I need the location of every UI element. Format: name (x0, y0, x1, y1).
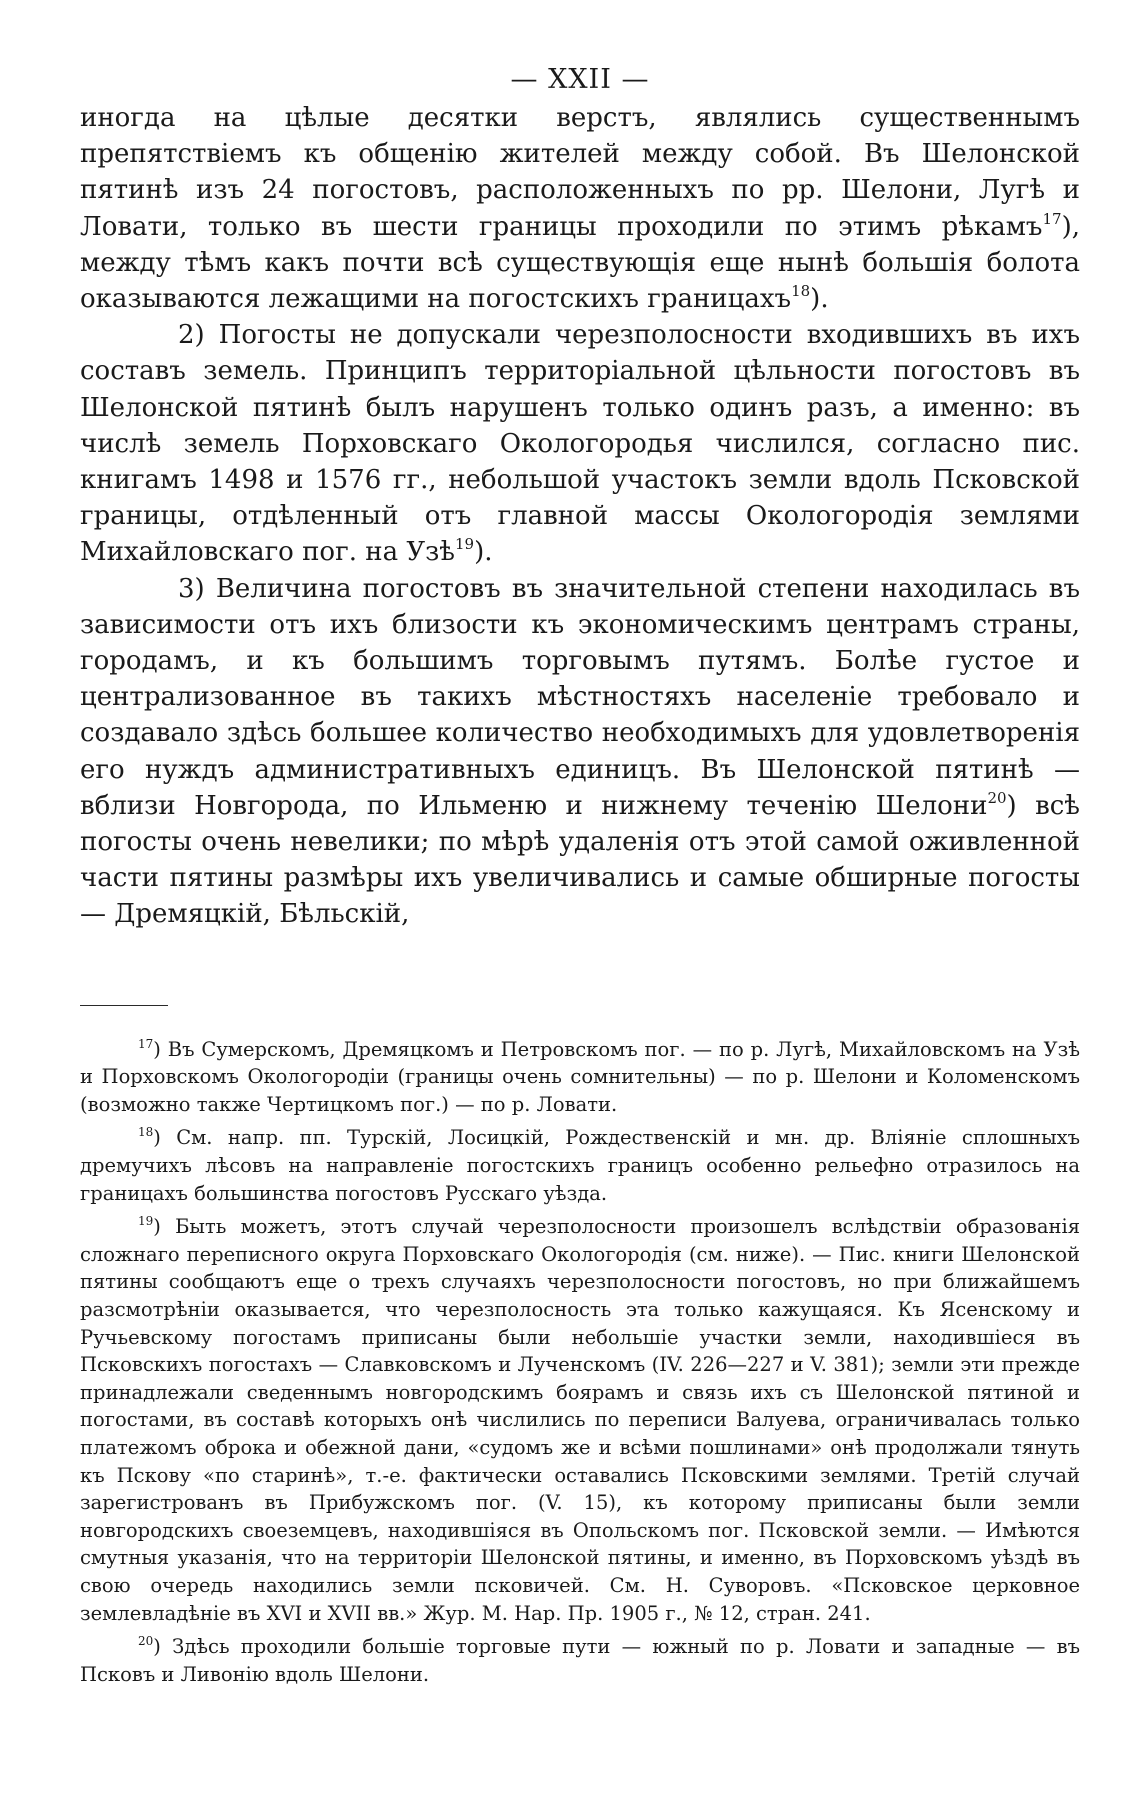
footnotes (80, 1036, 1080, 1689)
paragraph-2-text-b: ). (474, 537, 493, 568)
main-text (80, 100, 1080, 933)
paragraph-3-text-b: ) всѣ погосты очень невелики; по мѣрѣ удаленія отъ этой самой оживленной части пятины размѣры ихъ увеличивались и самые обширные погосты — Дремяцкій, Бѣльскій, (80, 790, 1080, 930)
footnote-ref-18: 18 (791, 282, 811, 301)
footnote-text: ) Быть можетъ, этотъ случай черезполосности произошелъ вслѣдствіи образованія сложнаго переписного округа Порховскаго Окологородія (см. ниже). — Пис. книги Шелонской пятины сообщаютъ еще о трехъ случаяхъ черезполосности погостовъ, но при ближайшемъ разсмотрѣніи оказывается, что черезполосность эта только кажущаяся. Къ Ясенскому и Ручьевскому погостамъ приписаны были небольшіе участки земли, находившіеся въ Псковскихъ погостахъ — Славковскомъ и Лученскомъ (IV. 226—227 и V. 381); земли эти прежде принадлежали сведеннымъ новгородскимъ боярамъ и связь ихъ съ Шелонской пятиной и погостами, въ составѣ которыхъ онѣ числились по переписи Валуева, ограничивалась только платежомъ оброка и обежной дани, «судомъ же и всѣми пошлинами» онѣ продолжали тянуть къ Пскову «по старинѣ», т.-е. фактически оставались Псковскими землями. Третій случай зарегистрованъ въ Прибужскомъ пог. (V. 15), къ которому приписаны были земли новгородскихъ своеземцевъ, находившіяся въ Опольскомъ пог. Псковской земли. — Имѣются смутныя указанія, что на территоріи Шелонской пятины, и именно, въ Порховскомъ уѣздѣ въ свою очередь находились земли псковичей. См. Н. Суворовъ. «Псковское церковное землевладѣніе въ XVI и XVII вв.» Жур. М. Нар. Пр. 1905 г., № 12, стран. 241. (80, 1215, 1080, 1625)
paragraph-1 (80, 100, 1080, 317)
footnote-marker: 19 (138, 1214, 154, 1229)
footnote-marker: 20 (138, 1634, 154, 1649)
footnote-ref-19: 19 (454, 535, 475, 554)
paragraph-2 (80, 317, 1080, 570)
footnote-ref-17: 17 (1042, 209, 1062, 228)
footnote-text: ) Въ Сумерскомъ, Дремяцкомъ и Петровскомъ пог. — по р. Лугѣ, Михайловскомъ на Узѣ и Порховскомъ Окологородіи (границы очень сомнительны) — по р. Шелони и Коломенскомъ (возможно также Чертицкомъ пог.) — по р. Ловати. (80, 1037, 1080, 1116)
footnote-separator (80, 1005, 168, 1006)
footnote-text: ) См. напр. пп. Турскій, Лосицкій, Рождественскій и мн. др. Вліяніе сплошныхъ дремучихъ лѣсовъ на направленіе погостскихъ границъ особенно рельефно отразилось на границахъ большинства погостовъ Русскаго уѣзда. (80, 1126, 1080, 1205)
footnote-ref-20: 20 (987, 788, 1007, 807)
footnote-18 (80, 1124, 1080, 1207)
page-number: — XXII — (510, 64, 650, 95)
footnote-text: ) Здѣсь проходили большіе торговые пути — южный по р. Ловати и западные — въ Псковъ и Ливонію вдоль Шелони. (80, 1635, 1080, 1686)
paragraph-2-text-a: 2) Погосты не допускали черезполосности входившихъ въ ихъ составъ земель. Принципъ территоріальной цѣльности погостовъ въ Шелонской пятинѣ былъ нарушенъ только одинъ разъ, а именно: въ числѣ земель Порховскаго Окологородья числился, согласно пис. книгамъ 1498 и 1576 гг., небольшой участокъ земли вдоль Псковской границы, отдѣленный отъ главной массы Окологородія землями Михайловскаго пог. на Узѣ (80, 320, 1080, 568)
footnote-17 (80, 1036, 1080, 1119)
footnote-19 (80, 1213, 1080, 1627)
footnote-marker: 17 (138, 1036, 154, 1051)
paragraph-1-text-b: ), между тѣмъ какъ почти всѣ существующія еще нынѣ большія болота оказываются лежащими на погостскихъ границахъ (80, 211, 1080, 315)
paragraph-1-text-c: ). (810, 284, 829, 315)
paragraph-1-text-a: иногда на цѣлые десятки верстъ, являлись существеннымъ препятствіемъ къ общенію жителей между собой. Въ Шелонской пятинѣ изъ 24 погостовъ, расположенныхъ по рр. Шелони, Лугѣ и Ловати, только въ шести границы проходили по этимъ рѣкамъ (80, 103, 1080, 242)
document-page (80, 62, 1080, 1688)
paragraph-3-text-a: 3) Величина погостовъ въ значительной степени находилась въ зависимости отъ ихъ близости къ экономическимъ центрамъ страны, городамъ, и къ большимъ торговымъ путямъ. Болѣе густое и централизованное въ такихъ мѣстностяхъ населеніе требовало и создавало здѣсь большее количество необходимыхъ для удовлетворенія его нуждъ административныхъ единицъ. Въ Шелонской пятинѣ — вблизи Новгорода, по Ильменю и нижнему теченію Шелони (80, 573, 1080, 821)
footnote-20 (80, 1633, 1080, 1688)
paragraph-3 (80, 571, 1080, 933)
footnote-marker: 18 (138, 1125, 154, 1140)
